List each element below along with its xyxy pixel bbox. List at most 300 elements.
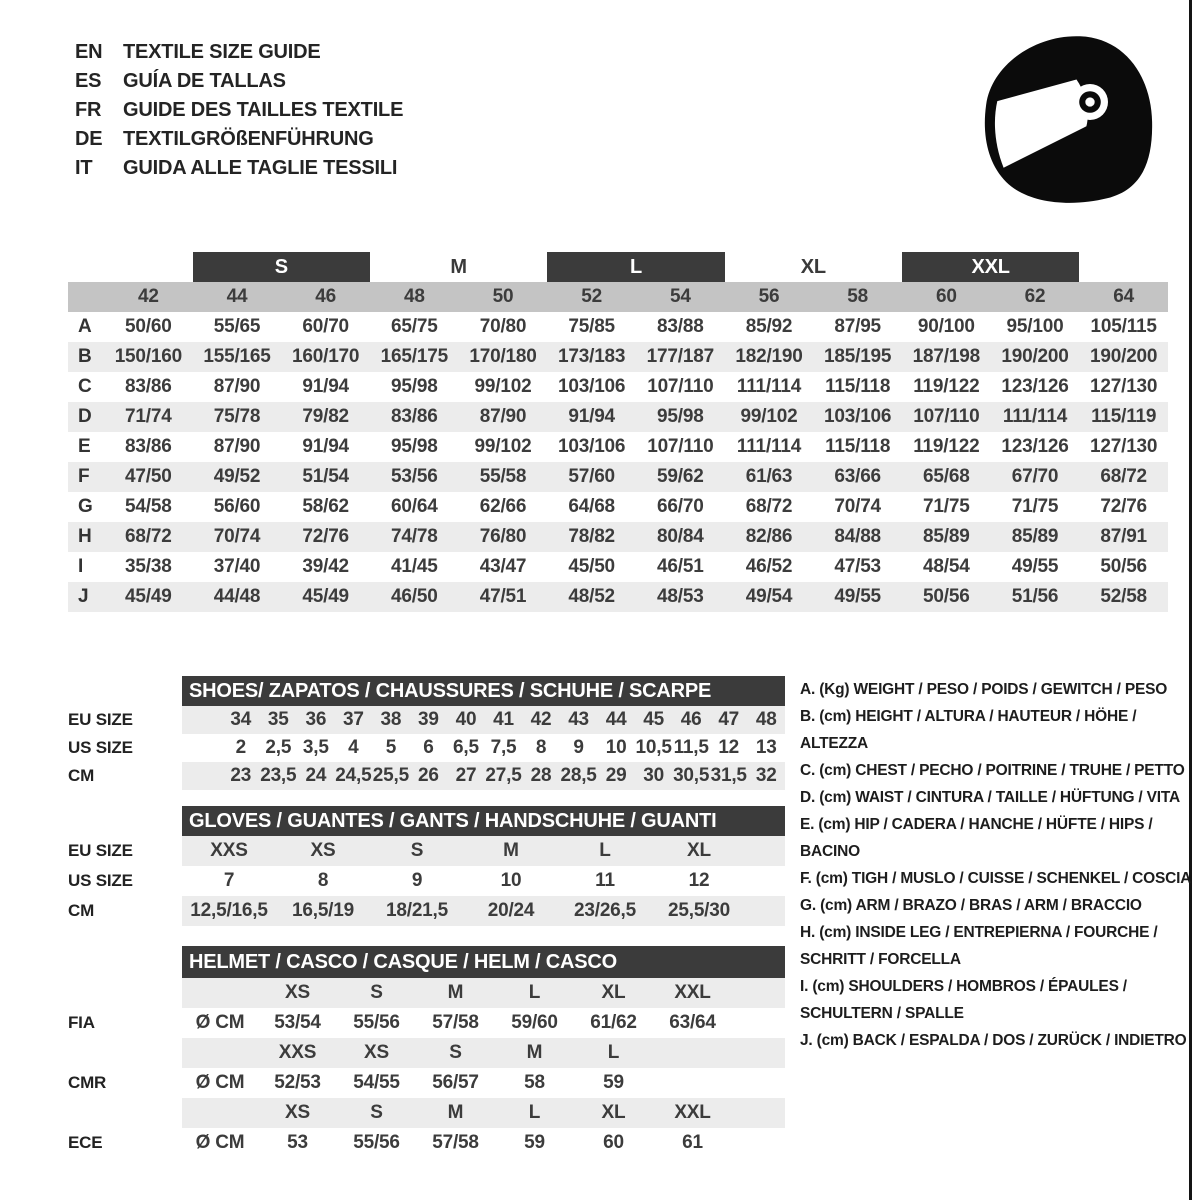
size-value-cell: 103/106 (558, 436, 626, 457)
size-value-cell: 111/114 (1002, 406, 1068, 427)
shoes-value-cell: 3,5 (302, 737, 329, 758)
size-value-cell: 107/110 (913, 406, 980, 427)
size-column-header: 42 (137, 286, 159, 307)
shoes-value-cell: 23 (230, 765, 252, 786)
size-value-cell: 52/58 (1100, 586, 1147, 607)
shoes-value-cell: 28,5 (560, 765, 597, 786)
size-table-row (68, 372, 1168, 402)
label-spacer (68, 676, 182, 706)
size-value-cell: 84/88 (834, 526, 881, 547)
racing-helmet-icon (975, 30, 1160, 210)
apparel-size-table (68, 252, 1168, 612)
size-column-header: 44 (226, 286, 248, 307)
gloves-row-label: CM (68, 901, 95, 920)
helmet-value-cell: 55/56 (353, 1012, 400, 1033)
size-value-cell: 105/115 (1090, 316, 1157, 337)
size-value-cell: 91/94 (302, 436, 349, 457)
shoes-value-cell: 31,5 (710, 765, 747, 786)
size-value-cell: 51/54 (302, 466, 349, 487)
size-value-cell: 83/86 (125, 376, 172, 397)
size-value-cell: 53/56 (391, 466, 438, 487)
size-value-cell: 57/60 (568, 466, 615, 487)
size-value-cell: 182/190 (735, 346, 803, 367)
legend-item: G. (cm) ARM / BRAZO / BRAS / ARM / BRACCIO (800, 897, 1142, 914)
size-value-cell: 85/92 (745, 316, 793, 337)
size-value-cell: 185/195 (824, 346, 892, 367)
legend-item: H. (cm) INSIDE LEG / ENTREPIERNA / FOURCHE / SCHRITT / FORCELLA (800, 924, 1158, 968)
size-value-cell: 54/58 (125, 496, 172, 517)
shoes-value-cell: 24 (305, 765, 327, 786)
shoes-row-labels (68, 676, 182, 790)
shoes-value-cell: 36 (305, 709, 327, 730)
helmet-value-cell: M (526, 1042, 543, 1063)
gloves-value-cell: XS (310, 840, 336, 861)
language-code: ES (75, 70, 102, 92)
size-value-cell: 190/200 (1090, 346, 1158, 367)
size-value-cell: 187/198 (912, 346, 980, 367)
size-value-cell: 83/86 (125, 436, 172, 457)
helmet-value-cell: 59 (603, 1072, 624, 1093)
size-value-cell: 46/52 (745, 556, 793, 577)
gloves-table-row (182, 866, 785, 896)
shoes-value-cell: 25,5 (372, 765, 409, 786)
helmet-value-cell: L (607, 1042, 620, 1063)
helmet-value-cell: 59/60 (511, 1012, 558, 1033)
size-value-cell: 55/58 (479, 466, 527, 487)
size-value-cell: 67/70 (1011, 466, 1059, 487)
helmet-value-cell: 57/58 (432, 1132, 479, 1153)
legend-item: C. (cm) CHEST / PECHO / POITRINE / TRUHE / PETTO (800, 762, 1185, 779)
shoes-table-row (182, 706, 785, 734)
shoes-row-label: EU SIZE (68, 710, 133, 729)
helmet-table-title: HELMET / CASCO / CASQUE / HELM / CASCO (182, 946, 785, 978)
size-value-cell: 119/122 (913, 376, 980, 397)
gloves-value-cell: 12,5/16,5 (190, 900, 268, 921)
shoes-value-cell: 26 (418, 765, 439, 786)
size-table-row (68, 462, 1168, 492)
size-value-cell: 47/51 (479, 586, 527, 607)
helmet-value-cell: 53 (287, 1132, 308, 1153)
label-spacer (68, 806, 182, 836)
shoes-value-cell: 28 (530, 765, 552, 786)
size-value-cell: 61/63 (745, 466, 793, 487)
legend-item: J. (cm) BACK / ESPALDA / DOS / ZURÜCK / INDIETRO (800, 1032, 1187, 1049)
size-group-s: S (193, 252, 370, 282)
helmet-value-cell: XS (285, 982, 310, 1003)
size-column-header: 48 (403, 286, 425, 307)
legend-item: E. (cm) HIP / CADERA / HANCHE / HÜFTE / HIPS / BACINO (800, 816, 1153, 860)
shoes-value-cell: 10 (605, 737, 627, 758)
size-table-row (68, 342, 1168, 372)
size-value-cell: 35/38 (125, 556, 172, 577)
helmet-row-label (68, 978, 182, 1008)
gloves-value-cell: 23/26,5 (574, 900, 636, 921)
shoes-value-cell: 12 (718, 737, 740, 758)
size-value-cell: 64/68 (568, 496, 615, 517)
helmet-value-cell: 63/64 (669, 1012, 716, 1033)
guide-title: GUÍA DE TALLAS (123, 70, 286, 92)
size-column-header: 50 (492, 286, 514, 307)
gloves-value-cell: 25,5/30 (668, 900, 730, 921)
size-value-cell: 119/122 (913, 436, 980, 457)
helmet-value-cell: XXS (278, 1042, 317, 1063)
size-value-cell: 95/98 (657, 406, 704, 427)
gloves-value-cell: 9 (411, 870, 423, 891)
helmet-value-cell (182, 978, 258, 1008)
shoes-value-cell: 23,5 (260, 765, 297, 786)
helmet-value-cell: XXL (674, 982, 711, 1003)
helmet-table-row (182, 1128, 785, 1158)
size-table-body (68, 312, 1168, 612)
shoes-value-cell: 7,5 (490, 737, 517, 758)
lead-spacer (182, 762, 222, 790)
helmet-value-cell: 61 (682, 1132, 703, 1153)
size-value-cell: 83/88 (657, 316, 704, 337)
helmet-value-cell: Ø CM (195, 1012, 245, 1033)
helmet-value-cell: L (528, 1102, 541, 1123)
size-column-header: 58 (847, 286, 869, 307)
helmet-value-cell: XXL (674, 1102, 711, 1123)
size-value-cell: 87/91 (1100, 526, 1147, 547)
shoes-value-cell: 11,5 (673, 737, 709, 758)
shoes-value-cell: 9 (573, 737, 584, 758)
row-letter: J (78, 586, 89, 607)
size-value-cell: 87/90 (213, 376, 261, 397)
size-value-cell: 44/48 (213, 586, 261, 607)
size-column-header: 64 (1113, 286, 1135, 307)
size-column-header: 54 (669, 286, 691, 307)
gloves-value-cell: S (410, 840, 424, 861)
size-value-cell: 71/75 (923, 496, 970, 517)
size-value-cell: 68/72 (125, 526, 172, 547)
language-code: FR (75, 99, 102, 121)
helmet-table-row (182, 1068, 785, 1098)
size-value-cell: 79/82 (302, 406, 349, 427)
gloves-value-cell: 8 (317, 870, 329, 891)
size-table-row (68, 582, 1168, 612)
size-group-header-row (68, 252, 1168, 282)
shoes-value-cell: 8 (535, 737, 547, 758)
size-value-cell: 115/119 (1091, 406, 1157, 427)
size-table-row (68, 432, 1168, 462)
size-value-cell: 59/62 (657, 466, 704, 487)
helmet-value-cell: S (370, 1102, 383, 1123)
language-title-row (75, 96, 403, 125)
size-value-cell: 87/90 (213, 436, 261, 457)
legend-item: I. (cm) SHOULDERS / HOMBROS / ÉPAULES / SCHULTERN / SPALLE (800, 978, 1127, 1022)
guide-title: TEXTILE SIZE GUIDE (123, 41, 321, 63)
shoes-value-cell: 39 (418, 709, 439, 730)
helmet-value-cell: XL (601, 982, 626, 1003)
gloves-value-cell: 10 (500, 870, 522, 891)
gloves-value-cell: 7 (223, 870, 235, 891)
size-value-cell: 78/82 (568, 526, 615, 547)
size-table-row (68, 522, 1168, 552)
gloves-row-label: US SIZE (68, 871, 133, 890)
size-table-row (68, 312, 1168, 342)
size-column-header: 52 (581, 286, 603, 307)
size-column-header: 60 (935, 286, 957, 307)
gloves-table (182, 806, 785, 926)
size-value-cell: 55/65 (213, 316, 261, 337)
shoes-section (68, 676, 785, 790)
shoes-value-cell: 29 (605, 765, 627, 786)
helmet-value-cell (182, 1038, 258, 1068)
size-value-cell: 95/100 (1006, 316, 1064, 337)
shoes-value-cell: 34 (230, 709, 252, 730)
size-value-cell: 107/110 (647, 376, 714, 397)
size-value-cell: 71/75 (1011, 496, 1059, 517)
size-value-cell: 76/80 (479, 526, 527, 547)
gloves-value-cell: M (503, 840, 519, 861)
size-value-cell: 62/66 (479, 496, 527, 517)
shoes-value-cell: 47 (718, 709, 740, 730)
size-value-cell: 48/52 (568, 586, 615, 607)
helmet-table-row (182, 1008, 785, 1038)
helmet-table-row (182, 1098, 785, 1128)
size-value-cell: 75/78 (213, 406, 261, 427)
size-value-cell: 150/160 (114, 346, 182, 367)
shoes-table-row (182, 762, 785, 790)
size-value-cell: 82/86 (745, 526, 793, 547)
size-value-cell: 177/187 (646, 346, 714, 367)
language-code: DE (75, 128, 103, 150)
size-value-cell: 170/180 (469, 346, 537, 367)
shoes-value-cell: 2 (235, 737, 246, 758)
size-value-cell: 49/54 (745, 586, 793, 607)
helmet-row-label: ECE (68, 1133, 103, 1152)
shoes-value-cell: 27,5 (485, 765, 522, 786)
gloves-value-cell: 16,5/19 (292, 900, 354, 921)
helmet-value-cell: 53/54 (274, 1012, 321, 1033)
helmet-value-cell: XL (601, 1102, 626, 1123)
helmet-table-row (182, 978, 785, 1008)
helmet-row-label (68, 1098, 182, 1128)
guide-title: GUIDE DES TAILLES TEXTILE (123, 99, 404, 121)
size-value-cell: 95/98 (391, 376, 438, 397)
gloves-value-cell: L (599, 840, 611, 861)
size-table-row (68, 492, 1168, 522)
legend-item: B. (cm) HEIGHT / ALTURA / HAUTEUR / HÖHE / ALTEZZA (800, 708, 1137, 752)
row-letter: C (78, 376, 92, 397)
gloves-value-cell: XL (687, 840, 711, 861)
size-value-cell: 103/106 (558, 376, 626, 397)
size-value-cell: 68/72 (745, 496, 793, 517)
size-value-cell: 49/52 (213, 466, 261, 487)
size-value-cell: 37/40 (213, 556, 261, 577)
shoes-value-cell: 38 (380, 709, 402, 730)
shoes-value-cell: 45 (643, 709, 664, 730)
size-value-cell: 50/56 (1100, 556, 1147, 577)
shoes-value-cell: 37 (342, 709, 364, 730)
size-value-cell: 71/74 (125, 406, 172, 427)
size-value-cell: 173/183 (558, 346, 626, 367)
size-value-cell: 111/114 (736, 436, 802, 457)
gloves-section (68, 806, 785, 926)
size-value-cell: 56/60 (213, 496, 261, 517)
size-value-cell: 70/74 (834, 496, 881, 517)
shoes-table (182, 676, 785, 790)
size-value-cell: 99/102 (474, 376, 532, 397)
helmet-value-cell: 52/53 (274, 1072, 321, 1093)
helmet-value-cell: 61/62 (590, 1012, 637, 1033)
size-value-cell: 47/53 (834, 556, 881, 577)
size-value-cell: 50/60 (125, 316, 172, 337)
legend-item: A. (Kg) WEIGHT / PESO / POIDS / GEWITCH / PESO (800, 681, 1168, 698)
shoes-value-cell: 30,5 (673, 765, 710, 786)
size-value-cell: 87/90 (479, 406, 527, 427)
size-value-cell: 43/47 (479, 556, 527, 577)
row-letter: G (78, 496, 93, 517)
size-value-cell: 111/114 (736, 376, 802, 397)
row-letter: F (78, 466, 90, 487)
guide-title: GUIDA ALLE TAGLIE TESSILI (123, 157, 398, 179)
gloves-table-row (182, 896, 785, 926)
helmet-value-cell: M (447, 982, 464, 1003)
size-value-cell: 127/130 (1090, 376, 1158, 397)
size-value-cell: 70/80 (479, 316, 527, 337)
legend-item: F. (cm) TIGH / MUSLO / CUISSE / SCHENKEL / COSCIA (800, 870, 1192, 887)
helmet-row-label: CMR (68, 1073, 107, 1092)
helmet-value-cell: 59 (524, 1132, 545, 1153)
size-value-cell: 75/85 (568, 316, 615, 337)
shoes-value-cell: 35 (267, 709, 289, 730)
size-value-cell: 51/56 (1011, 586, 1059, 607)
language-title-list (75, 38, 403, 183)
size-value-cell: 72/76 (1100, 496, 1147, 517)
shoes-row-label: US SIZE (68, 738, 133, 757)
language-title-row (75, 38, 403, 67)
row-letter: B (78, 346, 92, 367)
helmet-row-labels (68, 946, 182, 1158)
shoes-value-cell: 46 (680, 709, 702, 730)
size-column-header: 46 (315, 286, 337, 307)
measurement-legend (800, 676, 1192, 1054)
helmet-value-cell: 56/57 (432, 1072, 479, 1093)
shoes-table-title: SHOES/ ZAPATOS / CHAUSSURES / SCHUHE / SCARPE (182, 676, 785, 706)
size-value-cell: 39/42 (302, 556, 349, 577)
size-value-cell: 83/86 (391, 406, 438, 427)
shoes-value-cell: 10,5 (635, 737, 672, 758)
size-value-cell: 127/130 (1090, 436, 1158, 457)
lead-spacer (182, 706, 222, 734)
size-value-cell: 46/50 (391, 586, 438, 607)
size-value-cell: 103/106 (824, 406, 892, 427)
size-value-cell: 123/126 (1001, 436, 1069, 457)
helmet-value-cell: 55/56 (353, 1132, 400, 1153)
shoes-value-cell: 24,5 (335, 765, 372, 786)
helmet-value-cell: L (528, 982, 541, 1003)
size-value-cell: 95/98 (391, 436, 438, 457)
shoes-value-cell: 4 (348, 737, 359, 758)
shoes-value-cell: 30 (643, 765, 664, 786)
size-value-cell: 70/74 (213, 526, 261, 547)
helmet-value-cell: 57/58 (432, 1012, 479, 1033)
language-code: EN (75, 41, 103, 63)
size-value-cell: 49/55 (834, 586, 881, 607)
gloves-table-title: GLOVES / GUANTES / GANTS / HANDSCHUHE / GUANTI (182, 806, 785, 836)
size-value-cell: 63/66 (834, 466, 881, 487)
size-value-cell: 190/200 (1001, 346, 1069, 367)
size-value-cell: 60/70 (302, 316, 349, 337)
language-title-row (75, 67, 403, 96)
helmet-value-cell: M (447, 1102, 464, 1123)
gloves-value-cell: 11 (595, 870, 615, 891)
size-value-cell: 45/49 (125, 586, 172, 607)
size-number-header-row (68, 282, 1168, 312)
helmet-row-label (68, 1038, 182, 1068)
shoes-value-cell: 44 (605, 709, 627, 730)
size-value-cell: 87/95 (834, 316, 881, 337)
size-value-cell: 80/84 (657, 526, 704, 547)
size-value-cell: 68/72 (1100, 466, 1147, 487)
size-value-cell: 155/165 (203, 346, 271, 367)
size-value-cell: 45/49 (302, 586, 349, 607)
helmet-value-cell (653, 1068, 732, 1098)
size-value-cell: 60/64 (391, 496, 438, 517)
helmet-value-cell: S (370, 982, 383, 1003)
shoes-value-cell: 6 (423, 737, 434, 758)
helmet-value-cell: 58 (524, 1072, 545, 1093)
guide-title: TEXTILGRÖßENFÜHRUNG (123, 128, 374, 150)
helmet-value-cell: 54/55 (353, 1072, 400, 1093)
shoes-row-label: CM (68, 766, 95, 785)
helmet-value-cell (653, 1038, 732, 1068)
size-value-cell: 91/94 (568, 406, 615, 427)
gloves-value-cell: 18/21,5 (386, 900, 448, 921)
size-value-cell: 46/51 (657, 556, 704, 577)
gloves-row-label: EU SIZE (68, 841, 133, 860)
gloves-value-cell: 12 (688, 870, 710, 891)
shoes-value-cell: 41 (493, 709, 514, 730)
size-value-cell: 41/45 (391, 556, 438, 577)
language-title-row (75, 154, 403, 183)
size-value-cell: 107/110 (647, 436, 714, 457)
shoes-value-cell: 48 (755, 709, 777, 730)
shoes-value-cell: 32 (755, 765, 777, 786)
size-value-cell: 72/76 (302, 526, 349, 547)
gloves-row-labels (68, 806, 182, 926)
size-value-cell: 165/175 (380, 346, 448, 367)
shoes-value-cell: 5 (385, 737, 397, 758)
shoes-table-row (182, 734, 785, 762)
shoes-value-cell: 40 (455, 709, 477, 730)
lead-spacer (182, 734, 222, 762)
row-letter: E (78, 436, 91, 457)
shoes-value-cell: 2,5 (265, 737, 292, 758)
shoes-value-cell: 43 (568, 709, 589, 730)
size-group-l: L (547, 252, 724, 282)
row-letter: I (78, 556, 84, 577)
size-value-cell: 45/50 (568, 556, 615, 577)
size-value-cell: 123/126 (1001, 376, 1069, 397)
size-value-cell: 99/102 (474, 436, 532, 457)
label-spacer (68, 946, 182, 978)
size-value-cell: 48/54 (923, 556, 970, 577)
size-value-cell: 99/102 (740, 406, 798, 427)
size-column-header: 62 (1024, 286, 1046, 307)
size-value-cell: 160/170 (292, 346, 360, 367)
helmet-value-cell: S (449, 1042, 462, 1063)
size-value-cell: 49/55 (1011, 556, 1059, 577)
size-value-cell: 91/94 (302, 376, 349, 397)
size-value-cell: 50/56 (923, 586, 970, 607)
shoes-value-cell: 27 (455, 765, 477, 786)
gloves-table-row (182, 836, 785, 866)
size-value-cell: 115/118 (825, 376, 891, 397)
size-column-header: 56 (758, 286, 780, 307)
helmet-value-cell: Ø CM (195, 1072, 245, 1093)
